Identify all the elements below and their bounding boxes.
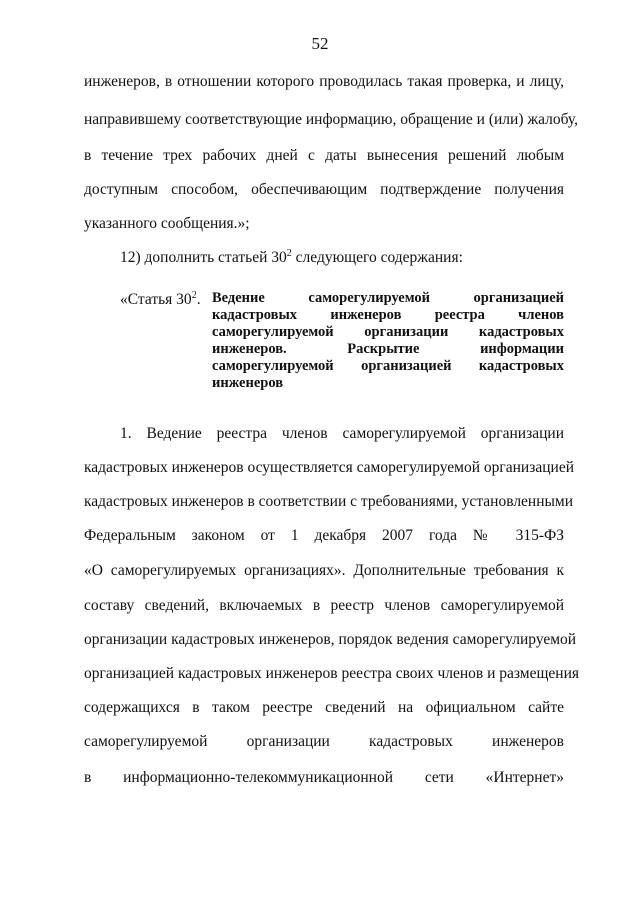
point-1-line: в информационно-телекоммуникационной сети «Интернет» — [84, 769, 564, 786]
point-1-line: составу сведений, включаемых в реестр членов саморегулируемой — [84, 597, 564, 614]
article-title-line: саморегулируемой организации кадастровых — [212, 324, 564, 340]
point-1-line: организации кадастровых инженеров, порядок ведения саморегулируемой — [84, 631, 577, 648]
point-1-line: саморегулируемой организации кадастровых инженеров — [84, 733, 564, 750]
item-12-text: 12) дополнить статьей 30 — [120, 249, 287, 266]
item-12-sup: 2 — [286, 247, 292, 259]
item-12 — [120, 248, 600, 268]
point-1-line: Федеральным законом от 1 декабря 2007 года № 315-ФЗ — [84, 527, 564, 544]
point-1-line: содержащихся в таком реестре сведений на официальном сайте — [84, 699, 564, 716]
paragraph-line: доступным способом, обеспечивающим подтверждение получения — [84, 181, 564, 198]
article-title — [212, 290, 564, 392]
article-title-line: инженеров. Раскрытие информации — [212, 341, 564, 357]
paragraph-line: направившему соответствующие информацию, обращение и (или) жалобу, — [84, 111, 578, 128]
article-label-tail: . — [196, 291, 201, 308]
point-1-line: организацией кадастровых инженеров реестра своих членов и размещения — [84, 665, 580, 682]
article-label — [120, 290, 201, 310]
article-title-line: саморегулируемой организацией кадастровых — [212, 358, 564, 374]
article-title-line: кадастровых инженеров реестра членов — [212, 307, 564, 323]
article-label-text: «Статья 30 — [120, 291, 192, 308]
point-1-line: кадастровых инженеров в соответствии с требованиями, установленными — [84, 493, 574, 510]
point-1-line: 1. Ведение реестра членов саморегулируемой организации — [120, 425, 564, 442]
article-title-line: Ведение саморегулируемой организацией — [212, 290, 564, 306]
paragraph-line: в течение трех рабочих дней с даты вынесения решений любым — [84, 147, 564, 164]
point-1-line: кадастровых инженеров осуществляется саморегулируемой организацией — [84, 459, 574, 476]
article-label-sup: 2 — [191, 289, 197, 301]
item-12-tail: следующего содержания: — [291, 249, 463, 266]
article-title-line: инженеров — [212, 375, 284, 391]
point-1-line: «О саморегулируемых организациях». Дополнительные требования к — [84, 562, 564, 579]
paragraph-line: инженеров, в отношении которого проводилась такая проверка, и лицу, — [84, 73, 564, 90]
page-number: 52 — [311, 34, 329, 53]
paragraph-line: указанного сообщения.»; — [84, 215, 250, 232]
